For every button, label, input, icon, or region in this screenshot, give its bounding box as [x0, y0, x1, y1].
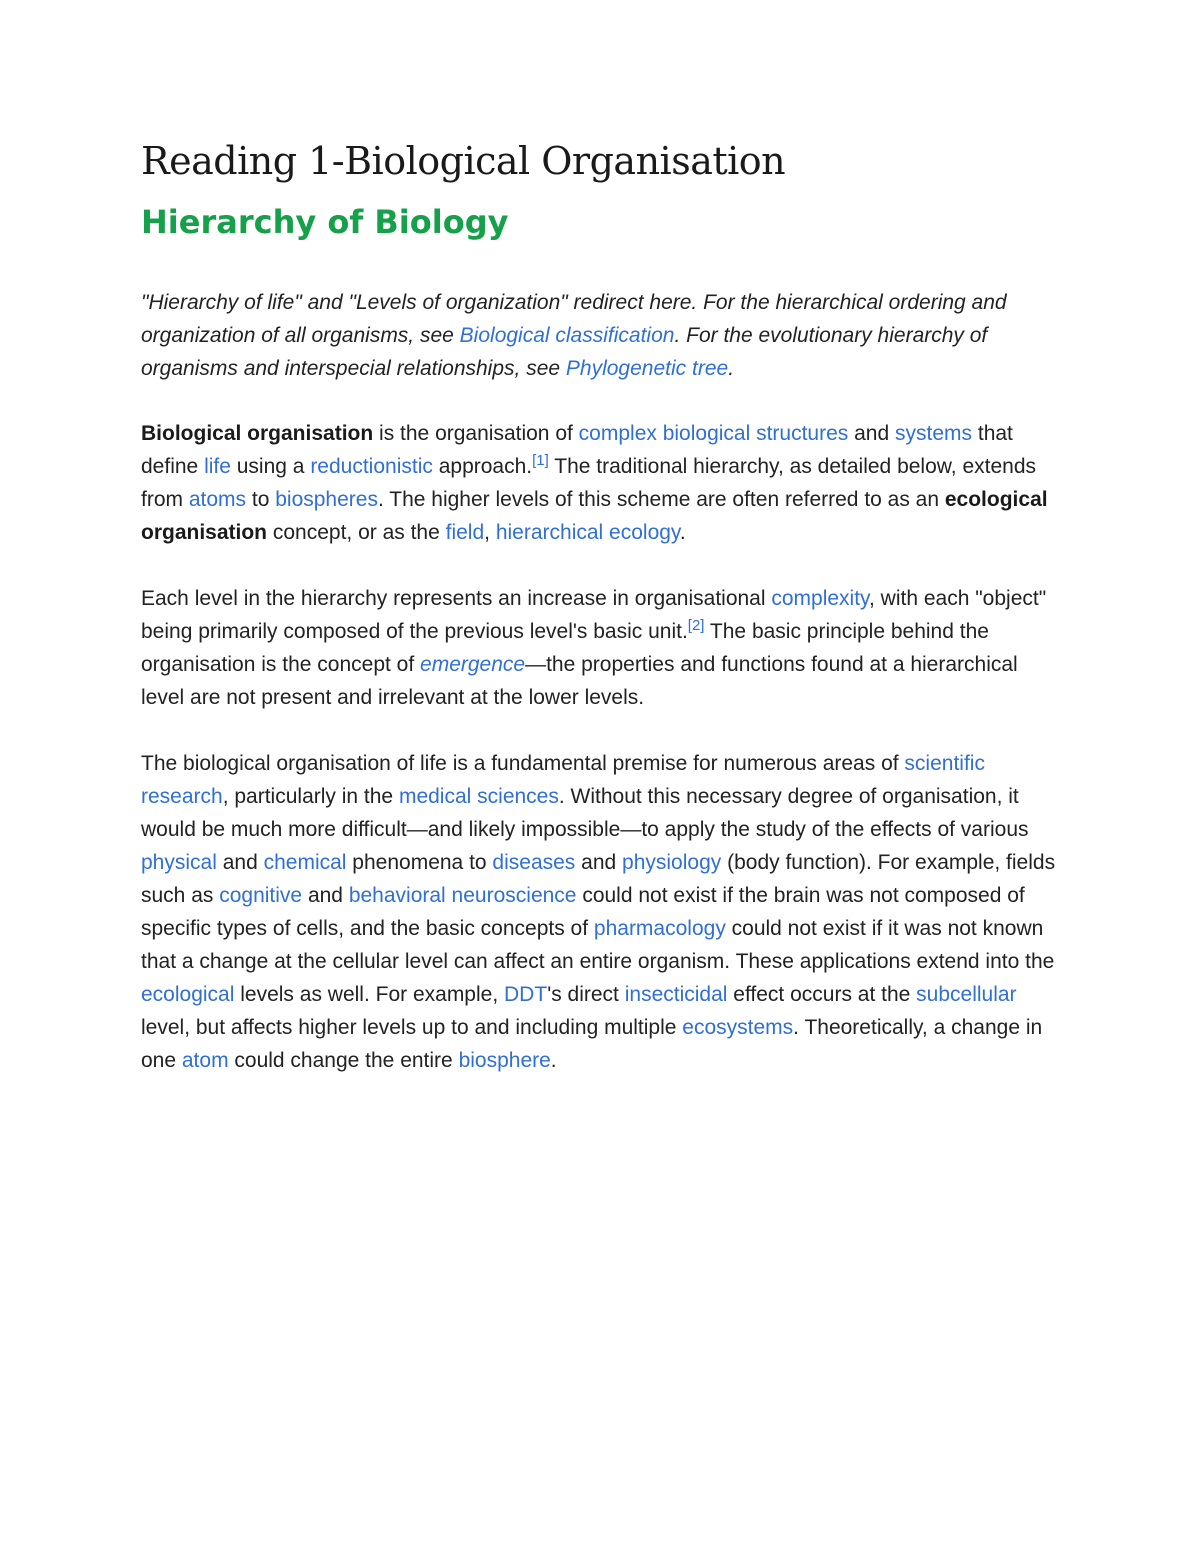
reference-1[interactable]: [1]: [532, 452, 549, 469]
text: level, but affects higher levels up to and including multiple: [141, 1016, 683, 1039]
text: ,: [484, 521, 496, 544]
text: . Without this necessary degree of organisation, it would be much more difficult—and likely impossible—to apply the study of the effects of various: [141, 785, 1029, 841]
link-scientific-research[interactable]: scientific research: [141, 752, 985, 808]
text: , particularly in the: [222, 785, 399, 808]
text: and: [848, 422, 896, 445]
text: and: [302, 884, 349, 907]
bold-term: Biological organisation: [141, 422, 374, 445]
link-insecticidal[interactable]: insecticidal: [624, 983, 728, 1006]
link-biosphere[interactable]: biosphere: [458, 1049, 551, 1072]
link-emergence[interactable]: emergence: [420, 653, 526, 676]
link-complex-biological-structures[interactable]: complex biological structures: [578, 422, 849, 445]
text: effect occurs at the: [727, 983, 917, 1006]
hatnote-text: . For the evolutionary hierarchy of organisms and interspecial relationships, see: [141, 324, 988, 380]
text: approach.: [432, 455, 533, 478]
text: is the organisation of: [373, 422, 579, 445]
paragraph-3: [141, 747, 1061, 1077]
text: . The higher levels of this scheme are often referred to as an: [377, 488, 945, 511]
text: levels as well. For example,: [234, 983, 505, 1006]
hatnote-text: "Hierarchy of life" and "Levels of organization" redirect here. For the hierarchical ordering and organization of all organisms, see: [141, 291, 1007, 347]
text: using a: [230, 455, 311, 478]
text: to: [246, 488, 276, 511]
link-hierarchical-ecology[interactable]: hierarchical ecology: [495, 521, 680, 544]
link-biological-classification[interactable]: Biological classification: [459, 324, 675, 347]
link-ecological[interactable]: ecological: [141, 983, 235, 1006]
text: . Theoretically, a change in one: [141, 1016, 1043, 1072]
link-systems[interactable]: systems: [895, 422, 973, 445]
text: could change the entire: [228, 1049, 459, 1072]
link-ddt[interactable]: DDT: [504, 983, 548, 1006]
text: .: [550, 1049, 557, 1072]
link-pharmacology[interactable]: pharmacology: [593, 917, 726, 940]
text: and: [216, 851, 264, 874]
document-page: [141, 138, 1061, 1077]
text: concept, or as the: [267, 521, 446, 544]
link-cognitive[interactable]: cognitive: [219, 884, 303, 907]
text: The traditional hierarchy, as detailed below, extends from: [141, 455, 1036, 511]
text: The biological organisation of life is a fundamental premise for numerous areas of: [141, 752, 905, 775]
paragraph-1: [141, 417, 1061, 549]
link-medical-sciences[interactable]: medical sciences: [398, 785, 559, 808]
link-ecosystems[interactable]: ecosystems: [682, 1016, 794, 1039]
link-life[interactable]: life: [204, 455, 231, 478]
link-behavioral-neuroscience[interactable]: behavioral neuroscience: [348, 884, 577, 907]
document-title: Reading 1-Biological Organisation: [141, 139, 786, 183]
text: —the properties and functions found at a hierarchical level are not present and irrelevant at the lower levels.: [141, 653, 1018, 709]
link-atoms[interactable]: atoms: [188, 488, 247, 511]
paragraph-2: [141, 582, 1061, 714]
link-field[interactable]: field: [445, 521, 485, 544]
text: phenomena to: [346, 851, 493, 874]
text: , with each "object" being primarily composed of the previous level's basic unit.: [141, 587, 1047, 643]
section-heading: Hierarchy of Biology: [141, 203, 509, 241]
bold-term: ecological organisation: [141, 488, 1048, 544]
link-subcellular[interactable]: subcellular: [916, 983, 1017, 1006]
hatnote-text: .: [728, 357, 735, 380]
text: The basic principle behind the organisation is the concept of: [141, 620, 989, 676]
link-physical[interactable]: physical: [141, 851, 217, 874]
text: that define: [141, 422, 1013, 478]
text: (body function). For example, fields such as: [141, 851, 1056, 907]
text: could not exist if it was not known that a change at the cellular level can affect an entire organism. These applications extend into the: [141, 917, 1055, 973]
link-atom[interactable]: atom: [181, 1049, 229, 1072]
link-biospheres[interactable]: biospheres: [275, 488, 378, 511]
link-reductionistic[interactable]: reductionistic: [310, 455, 433, 478]
link-phylogenetic-tree[interactable]: Phylogenetic tree: [565, 357, 729, 380]
link-chemical[interactable]: chemical: [263, 851, 347, 874]
reference-2[interactable]: [2]: [687, 617, 705, 634]
text: .: [679, 521, 686, 544]
link-physiology[interactable]: physiology: [622, 851, 722, 874]
text: 's direct: [547, 983, 625, 1006]
text: could not exist if the brain was not composed of specific types of cells, and the basic concepts of: [141, 884, 1025, 940]
link-complexity[interactable]: complexity: [771, 587, 869, 610]
hatnote: [141, 286, 1061, 385]
text: and: [575, 851, 623, 874]
link-diseases[interactable]: diseases: [492, 851, 576, 874]
text: Each level in the hierarchy represents an increase in organisational: [141, 587, 772, 610]
